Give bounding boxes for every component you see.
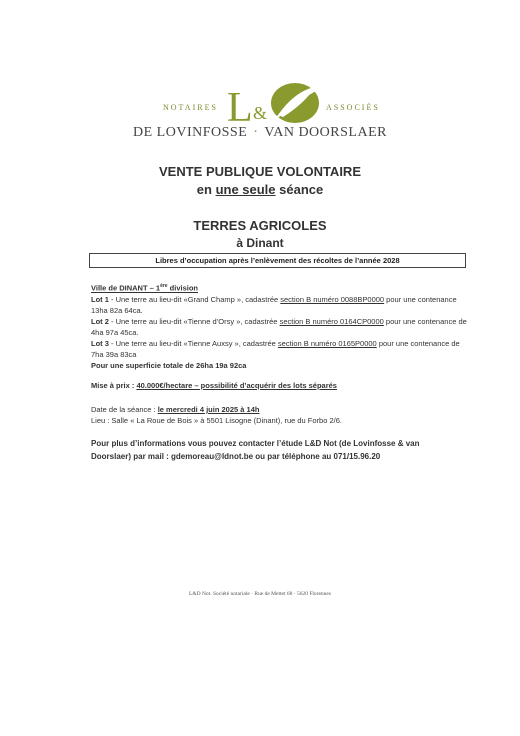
lots-section bbox=[91, 281, 471, 371]
session-place: Lieu : Salle « La Roue de Bois » à 5501 Lisogne (Dinant), rue du Forbo 2/6. bbox=[91, 416, 342, 425]
session-date: Date de la séance : le mercredi 4 juin 2025 à 14h bbox=[91, 405, 260, 414]
logo-right-text: ASSOCIÉS bbox=[326, 103, 380, 112]
logo-left-text: NOTAIRES bbox=[163, 103, 218, 112]
lot-item: Lot 3 - Une terre au lieu-dit «Tienne Auxsy », cadastrée section B numéro 0165P0000 pour une contenance de 7ha 39a 83ca bbox=[91, 338, 460, 359]
lot-cadastral-ref: section B numéro 0088BP0000 bbox=[280, 294, 385, 304]
session-info bbox=[91, 404, 471, 426]
lot-item: Lot 2 - Une terre au lieu-dit «Tienne d’Orsy », cadastrée section B numéro 0164CP0000 pour une contenance de 4ha 97a 45ca. bbox=[91, 316, 467, 337]
lot-item: Lot 1 - Une terre au lieu-dit «Grand Champ », cadastrée section B numéro 0088BP0000 pour une contenance 13ha 82a 64ca. bbox=[91, 294, 457, 315]
page-footer: L&D Not. Société notariale · Rue de Mettet 68 · 5620 Florennes bbox=[188, 591, 332, 597]
firm-name-left: DE LOVINFOSSE bbox=[133, 125, 248, 140]
sale-title: VENTE PUBLIQUE VOLONTAIRE bbox=[159, 164, 361, 179]
firm-name-right: VAN DOORSLAER bbox=[264, 125, 387, 140]
subtitle-emphasis: une seule bbox=[215, 182, 276, 197]
lot-cadastral-ref: section B numéro 0164CP0000 bbox=[279, 316, 384, 326]
property-location: à Dinant bbox=[236, 236, 284, 250]
svg-text:&: & bbox=[253, 103, 268, 123]
lot-cadastral-ref: section B numéro 0165P0000 bbox=[277, 338, 377, 348]
firm-name bbox=[0, 125, 520, 141]
starting-price: Mise à prix : 40.000€/hectare – possibilité d’acquérir des lots séparés bbox=[91, 381, 337, 390]
firm-logo bbox=[223, 81, 327, 125]
sale-subtitle: en une seule séance bbox=[196, 182, 324, 197]
property-type: TERRES AGRICOLES bbox=[193, 218, 327, 233]
firm-name-separator: · bbox=[253, 125, 259, 140]
total-area: Pour une superficie totale de 26ha 19a 92ca bbox=[91, 360, 247, 370]
contact-info: Pour plus d’informations vous pouvez contacter l’étude L&D Not (de Lovinfosse & van Doorslaer) par mail : gdemoreau@ldnot.be ou par téléphone au 071/15.96.20 bbox=[91, 439, 420, 461]
svg-text:L: L bbox=[227, 85, 253, 125]
division-heading: Ville de DINANT – 1ère division bbox=[91, 283, 198, 293]
occupancy-notice: Libres d’occupation après l’enlèvement des récoltes de l’année 2028 bbox=[89, 253, 466, 268]
